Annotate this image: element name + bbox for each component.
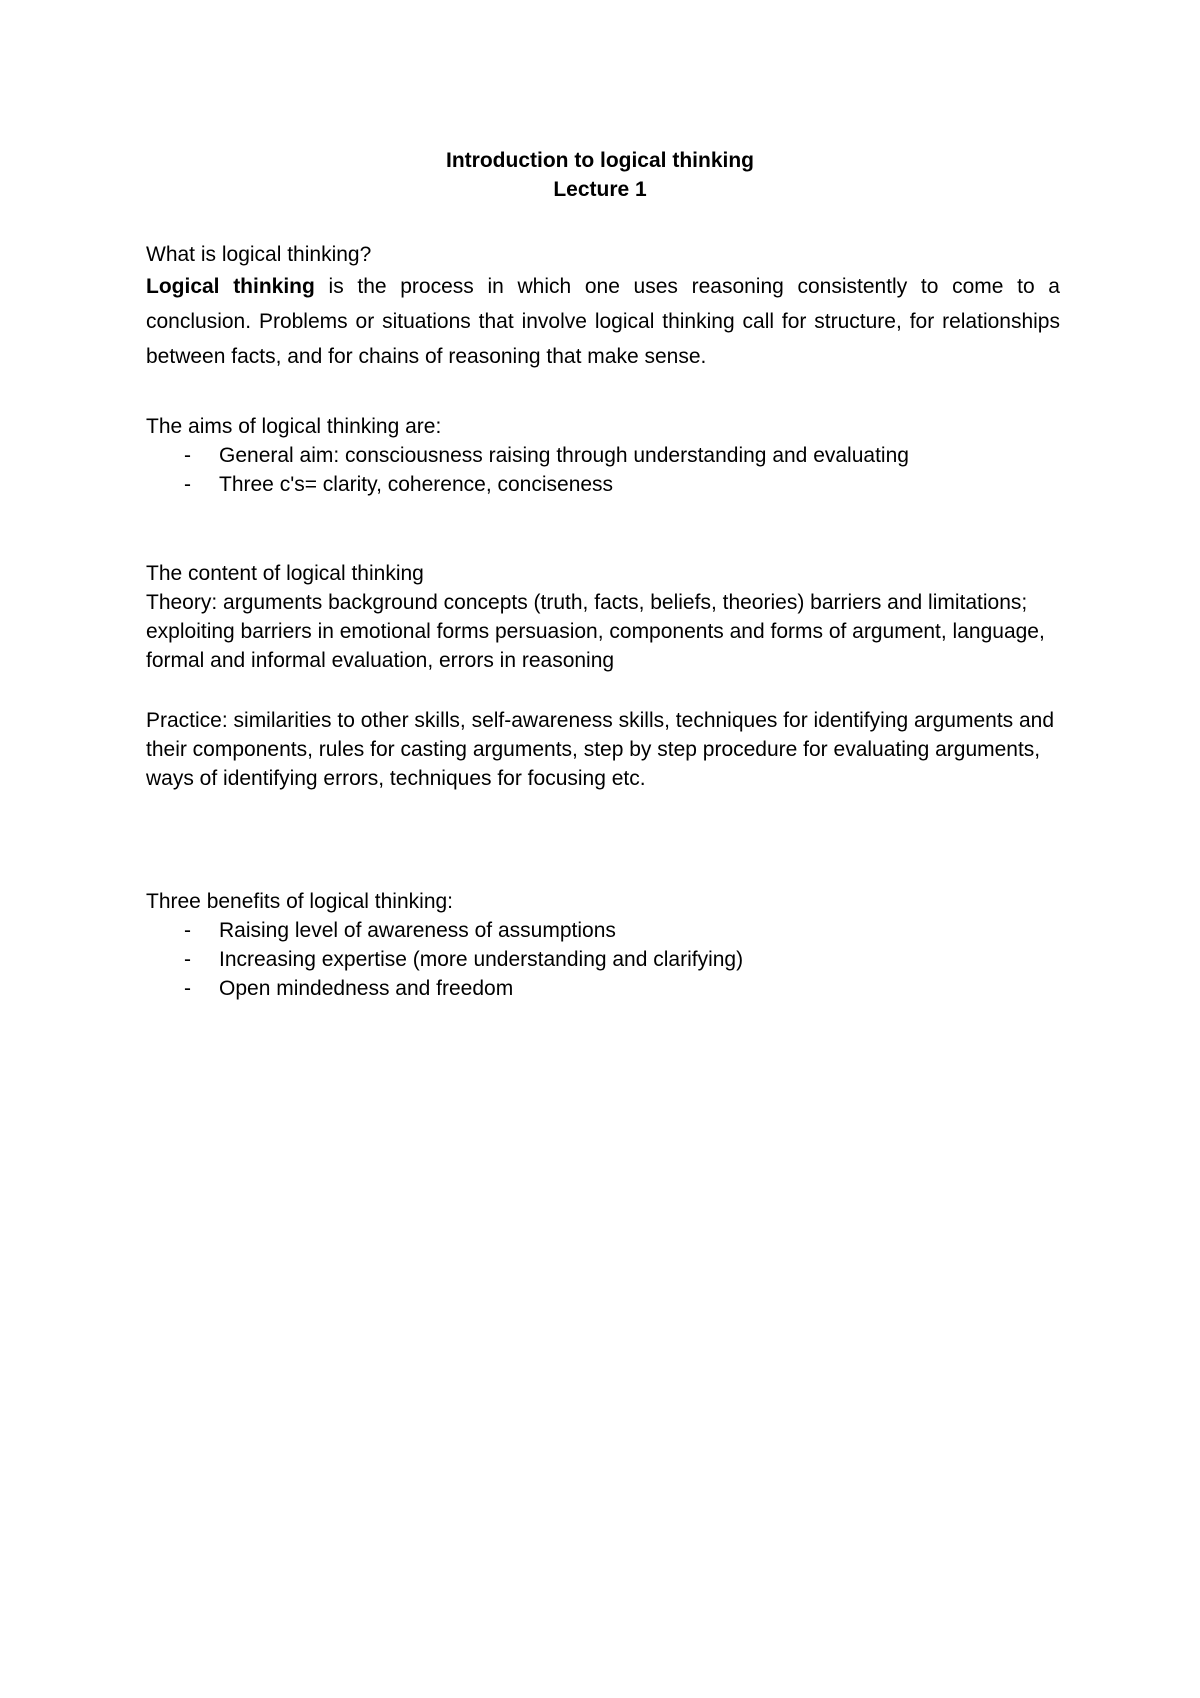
aims-list	[146, 441, 1060, 499]
section-heading-benefits: Three benefits of logical thinking:	[146, 890, 454, 913]
list-item	[146, 945, 1060, 974]
section-heading-what-is: What is logical thinking?	[146, 243, 372, 266]
dash-mark: -	[184, 473, 191, 496]
document-title: Introduction to logical thinking	[446, 149, 754, 172]
section-heading-aims: The aims of logical thinking are:	[146, 415, 442, 438]
aims-item-text: Three c's= clarity, coherence, conciseness	[219, 473, 614, 496]
list-item	[146, 916, 1060, 945]
aims-item-text: General aim: consciousness raising through understanding and evaluating	[219, 444, 909, 467]
list-item	[146, 470, 1060, 499]
definition-paragraph	[146, 269, 1060, 374]
dash-mark: -	[184, 444, 191, 467]
definition-lead: Logical thinking	[146, 275, 315, 298]
section-what-is	[146, 240, 1060, 374]
section-content	[146, 559, 1060, 675]
dash-mark: -	[184, 919, 191, 942]
title-block	[0, 146, 1200, 204]
list-item	[146, 441, 1060, 470]
benefits-item-text: Increasing expertise (more understanding and clarifying)	[219, 948, 744, 971]
theory-paragraph: Theory: arguments background concepts (truth, facts, beliefs, theories) barriers and limitations; exploiting barriers in emotional forms persuasion, components and forms of argument, language, formal and informal evaluation, errors in reasoning	[146, 591, 1045, 672]
practice-paragraph: Practice: similarities to other skills, self-awareness skills, techniques for identifying arguments and their components, rules for casting arguments, step by step procedure for evaluating arguments, ways of identifying errors, techniques for focusing etc.	[146, 709, 1055, 790]
definition-text: is the process in which one uses reasoning consistently to come to a conclusion. Problems or situations that involve logical thinking call for structure, for relationships between facts, and for chains of reasoning that make sense.	[146, 275, 1060, 368]
benefits-list	[146, 916, 1060, 1003]
benefits-item-text: Raising level of awareness of assumptions	[219, 919, 616, 942]
dash-mark: -	[184, 977, 191, 1000]
section-heading-content: The content of logical thinking	[146, 562, 424, 585]
section-aims	[146, 412, 1060, 499]
section-benefits	[146, 887, 1060, 1003]
section-practice	[146, 706, 1060, 793]
document-subtitle: Lecture 1	[553, 178, 647, 201]
list-item	[146, 974, 1060, 1003]
benefits-item-text: Open mindedness and freedom	[219, 977, 514, 1000]
dash-mark: -	[184, 948, 191, 971]
